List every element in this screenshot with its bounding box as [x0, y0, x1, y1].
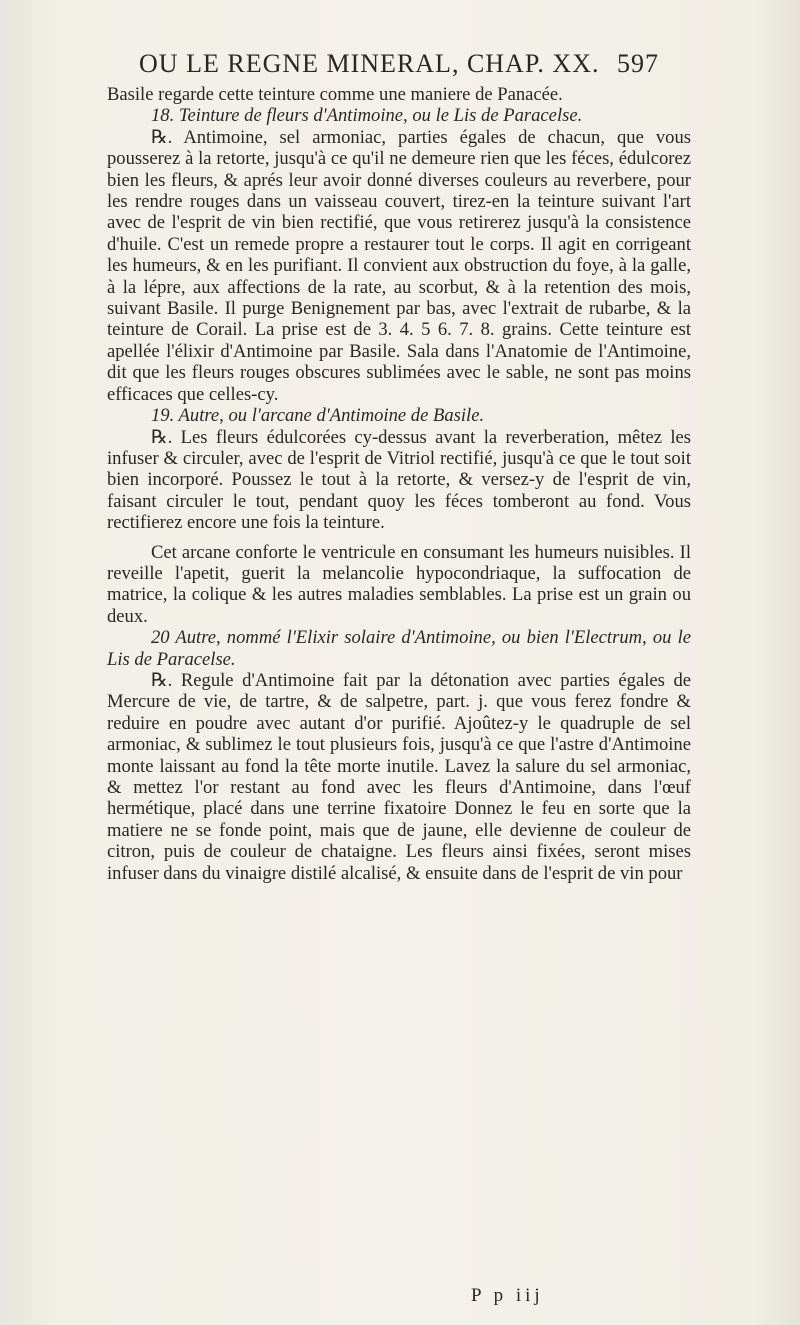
paragraph-continuation: Basile regarde cette teinture comme une maniere de Panacée.	[107, 84, 563, 105]
recipe-virtues-19: Cet arcane conforte le ventricule en consumant les humeurs nuisibles. Il reveille l'apetit, guerit la melancolie hypocondriaque, la suffocation de matrice, la colique & les autres maladies semblables. La prise est un grain ou deux.	[107, 541, 691, 627]
recipe-body-20: ℞. Regule d'Antimoine fait par la détonation avec parties égales de Mercure de vie, de tartre, & de salpetre, part. j. que vous ferez fondre & reduire en poudre avec autant d'or purifié. Ajoûtez-y le quadruple de sel armoniac, & sublimez le tout plusieurs fois, jusqu'à ce que l'astre d'Antimoine monte laissant au fond la tête morte inutile. Lavez la salure du sel armoniac, & mettez l'or restant au fond avec les fleurs d'Antimoine, dans l'œuf hermétique, placé dans une terrine fixatoire Donnez le feu en sorte que la matiere ne se fonde point, mais que de jaune, elle devienne de couleur de citron, puis de couleur de chataigne. Les fleurs ainsi fixées, seront mises infuser dans du vinaigre distilé alcalisé, & ensuite dans de l'esprit de vin pour	[107, 669, 691, 884]
recipe-body-18: ℞. Antimoine, sel armoniac, parties égales de chacun, que vous pousserez à la retorte, jusqu'à ce qu'il ne demeure rien que les féces, édulcorez bien les fleurs, & aprés leur avoir donné diverses couleurs au reverbere, pour les rendre rouges dans un vaisseau couvert, tirez-en la teinture suivant l'art avec de l'esprit de vin bien rectifié, que vous retirerez jusqu'à la consistence d'huile. C'est un remede propre a restaurer tout le corps. Il agit en corrigeant les humeurs, & en les purifiant. Il convient aux obstruction du foye, à la galle, à la lépre, aux affections de la rate, au scorbut, & à la retention des mois, suivant Basile. Il purge Benignement par bas, avec l'extrait de rubarbe, & la teinture de Corail. La prise est de 3. 4. 5 6. 7. 8. grains. Cette teinture est apellée l'élixir d'Antimoine par Basile. Sala dans l'Anatomie de l'Antimoine, dit que les fleurs rouges obscures sublimées avec le sable, ne sont pas moins efficaces que celles-cy.	[107, 126, 691, 405]
page-number: 597	[616, 49, 659, 78]
book-page	[10, 0, 800, 1325]
running-header	[107, 44, 691, 84]
recipe-heading-19: 19. Autre, ou l'arcane d'Antimoine de Basile.	[151, 405, 485, 427]
text-block	[107, 44, 691, 884]
recipe-body-19: ℞. Les fleurs édulcorées cy-dessus avant la reverberation, mêtez les infuser & circuler, avec de l'esprit de Vitriol rectifié, jusqu'à ce que le tout soit bien incorporé. Poussez le tout à la retorte, & versez-y de l'esprit de vin, faisant circuler le tout, pendant quoy les féces tomberont au fond. Vous rectifierez encore une fois la teinture.	[107, 426, 691, 534]
running-head: OU LE REGNE MINERAL, CHAP. XX.	[139, 49, 600, 78]
signature-mark: P p iij	[471, 1285, 544, 1306]
recipe-heading-18: 18. Teinture de fleurs d'Antimoine, ou le Lis de Paracelse.	[151, 105, 583, 127]
recipe-heading-20: 20 Autre, nommé l'Elixir solaire d'Antimoine, ou bien l'Electrum, ou le Lis de Paracelse.	[107, 627, 691, 670]
